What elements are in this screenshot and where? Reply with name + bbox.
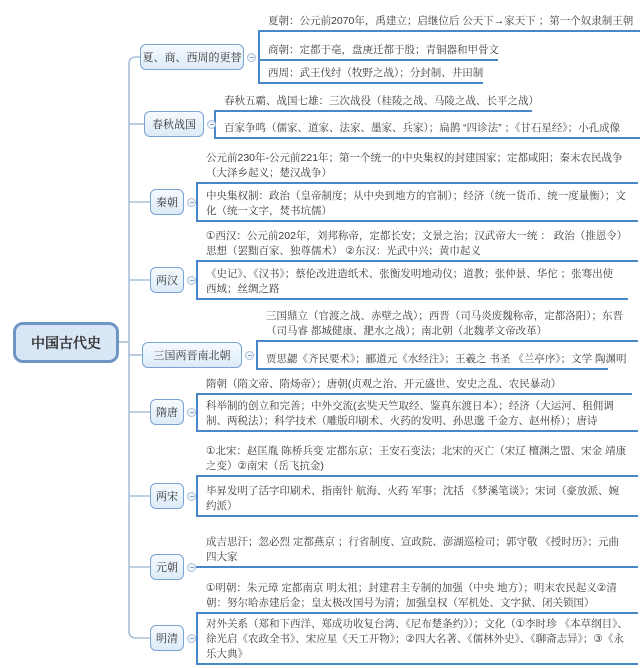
leaf-node[interactable]: ①明朝：朱元璋 定都南京 明太祖；封建君主专制的加强（中央 地方）；明末农民起义②清朝：努尔哈赤建后金；皇太极改国号为清；加强皇权（军机处、文字狱、闭关锁国） [196, 581, 638, 614]
leaf-node[interactable]: 西周：武王伐纣（牧野之战）；分封制、井田制 [258, 66, 483, 84]
minus-icon [190, 567, 194, 568]
collapse-toggle-icon[interactable] [245, 351, 254, 360]
collapse-toggle-icon[interactable] [187, 276, 196, 285]
minus-icon [190, 202, 194, 203]
branch-chunqiu-zhanguo[interactable]: 春秋战国 [144, 111, 204, 137]
minus-icon [190, 496, 194, 497]
leaf-node[interactable]: 公元前230年-公元前221年；第一个统一的中央集权的封建国家；定都咸阳；秦末农民战争（大泽乡起义；楚汉战争） [196, 151, 638, 184]
minus-icon [248, 355, 252, 356]
leaf-node[interactable]: 成吉思汗；忽必烈 定都燕京 ；行省制度、宣政院、澎湖巡检司；郭守敬 《授时历》；元曲四大家 [196, 535, 638, 568]
collapse-toggle-icon[interactable] [187, 408, 196, 417]
branch-yuan[interactable]: 元朝 [150, 554, 184, 580]
minus-icon [190, 280, 194, 281]
collapse-toggle-icon[interactable] [187, 563, 196, 572]
leaf-node[interactable]: 毕昇发明了活字印刷术、指南针 航海、火药 军事；沈括 《梦溪笔谈》；宋词（豪放派、婉约派） [196, 484, 638, 517]
collapse-toggle-icon[interactable] [247, 53, 256, 62]
root-node[interactable]: 中国古代史 [13, 322, 119, 363]
collapse-toggle-icon[interactable] [187, 198, 196, 207]
leaf-node[interactable]: 对外关系（郑和下西洋、郑成功收复台湾、《尼布楚条约》）；文化（①李时珍 《本草纲目》、徐光启《农政全书》、宋应星《天工开物》；②四大名著、《儒林外史》、《聊斋志异》；③《永乐大典》 [196, 617, 638, 665]
leaf-node[interactable]: 科举制的创立和完善；中外交流(玄奘天竺取经、鉴真东渡日本）；经济（大运河、租佣调制、两税法）；科学技术（雕版印刷术、火药的发明、孙思邈 千金方、赵州桥）；唐诗 [196, 399, 638, 432]
branch-sanguo-nanbeichao[interactable]: 三国两晋南北朝 [142, 342, 242, 368]
leaf-node[interactable]: 《史记》、《汉书》；蔡伦改进造纸术、张衡发明地动仪；道教；张仲景、华佗 ；张骞出使西域；丝绸之路 [196, 267, 628, 300]
branch-liangsong[interactable]: 两宋 [150, 483, 184, 509]
leaf-node[interactable]: 隋朝（隋文帝、隋炀帝）；唐朝(贞观之治、开元盛世、安史之乱、农民暴动） [196, 377, 632, 395]
leaf-node[interactable]: 中央集权制：政治（皇帝制度；从中央到地方的官制）；经济（统一货币、统一度量衡）；文化（统一文字，焚书坑儒） [196, 189, 638, 222]
branch-qin[interactable]: 秦朝 [150, 189, 184, 215]
collapse-toggle-icon[interactable] [187, 492, 196, 501]
branch-lianghan[interactable]: 两汉 [150, 267, 184, 293]
collapse-toggle-icon[interactable] [187, 634, 196, 643]
leaf-node[interactable]: 贾思勰《齐民要术》；郦道元《水经注》；王羲之 书圣 《兰亭序》；文学 陶渊明 [256, 352, 608, 370]
collapse-toggle-icon[interactable] [207, 120, 216, 129]
branch-mingqing[interactable]: 明清 [150, 625, 184, 651]
minus-icon [190, 412, 194, 413]
leaf-node[interactable]: 夏朝：公元前2070年，禹建立；启继位后 公天下→家天下 ；第一个奴隶制王朝 [258, 14, 640, 32]
minus-icon [190, 638, 194, 639]
leaf-node[interactable]: 三国鼎立（官渡之战、赤壁之战）；西晋（司马炎废魏称帝，定都洛阳）；东晋（司马睿 都城健康、淝水之战）；南北朝（北魏孝文帝改革） [256, 309, 638, 342]
branch-xia-shang-xizhou[interactable]: 夏、商、西周的更替 [140, 44, 244, 70]
branch-suitang[interactable]: 隋唐 [150, 399, 184, 425]
leaf-node[interactable]: 商朝：定都于亳，盘庚迁都于殷；青铜器和甲骨文 [258, 43, 498, 61]
leaf-node[interactable]: 春秋五霸、战国七雄：三次战役（桂陵之战、马陵之战、长平之战） [214, 94, 532, 112]
leaf-node[interactable]: ①北宋：赵匡胤 陈桥兵变 定都东京；王安石变法；北宋的灭亡（宋辽 檀渊之盟、宋金 靖康之变）②南宋（岳飞抗金) [196, 444, 638, 477]
minus-icon [250, 57, 254, 58]
minus-icon [210, 124, 214, 125]
leaf-node[interactable]: 百家争鸣（儒家、道家、法家、墨家、兵家）；扁鹊 “四诊法” ；《甘石星经》；小孔成像 [214, 121, 640, 139]
leaf-node[interactable]: ①西汉：公元前202年，刘邦称帝，定都长安；文景之治；汉武帝大一统 ： 政治（推恩令） 思想（罢黜百家、独尊儒术） ②东汉：光武中兴；黄巾起义 [196, 229, 638, 262]
